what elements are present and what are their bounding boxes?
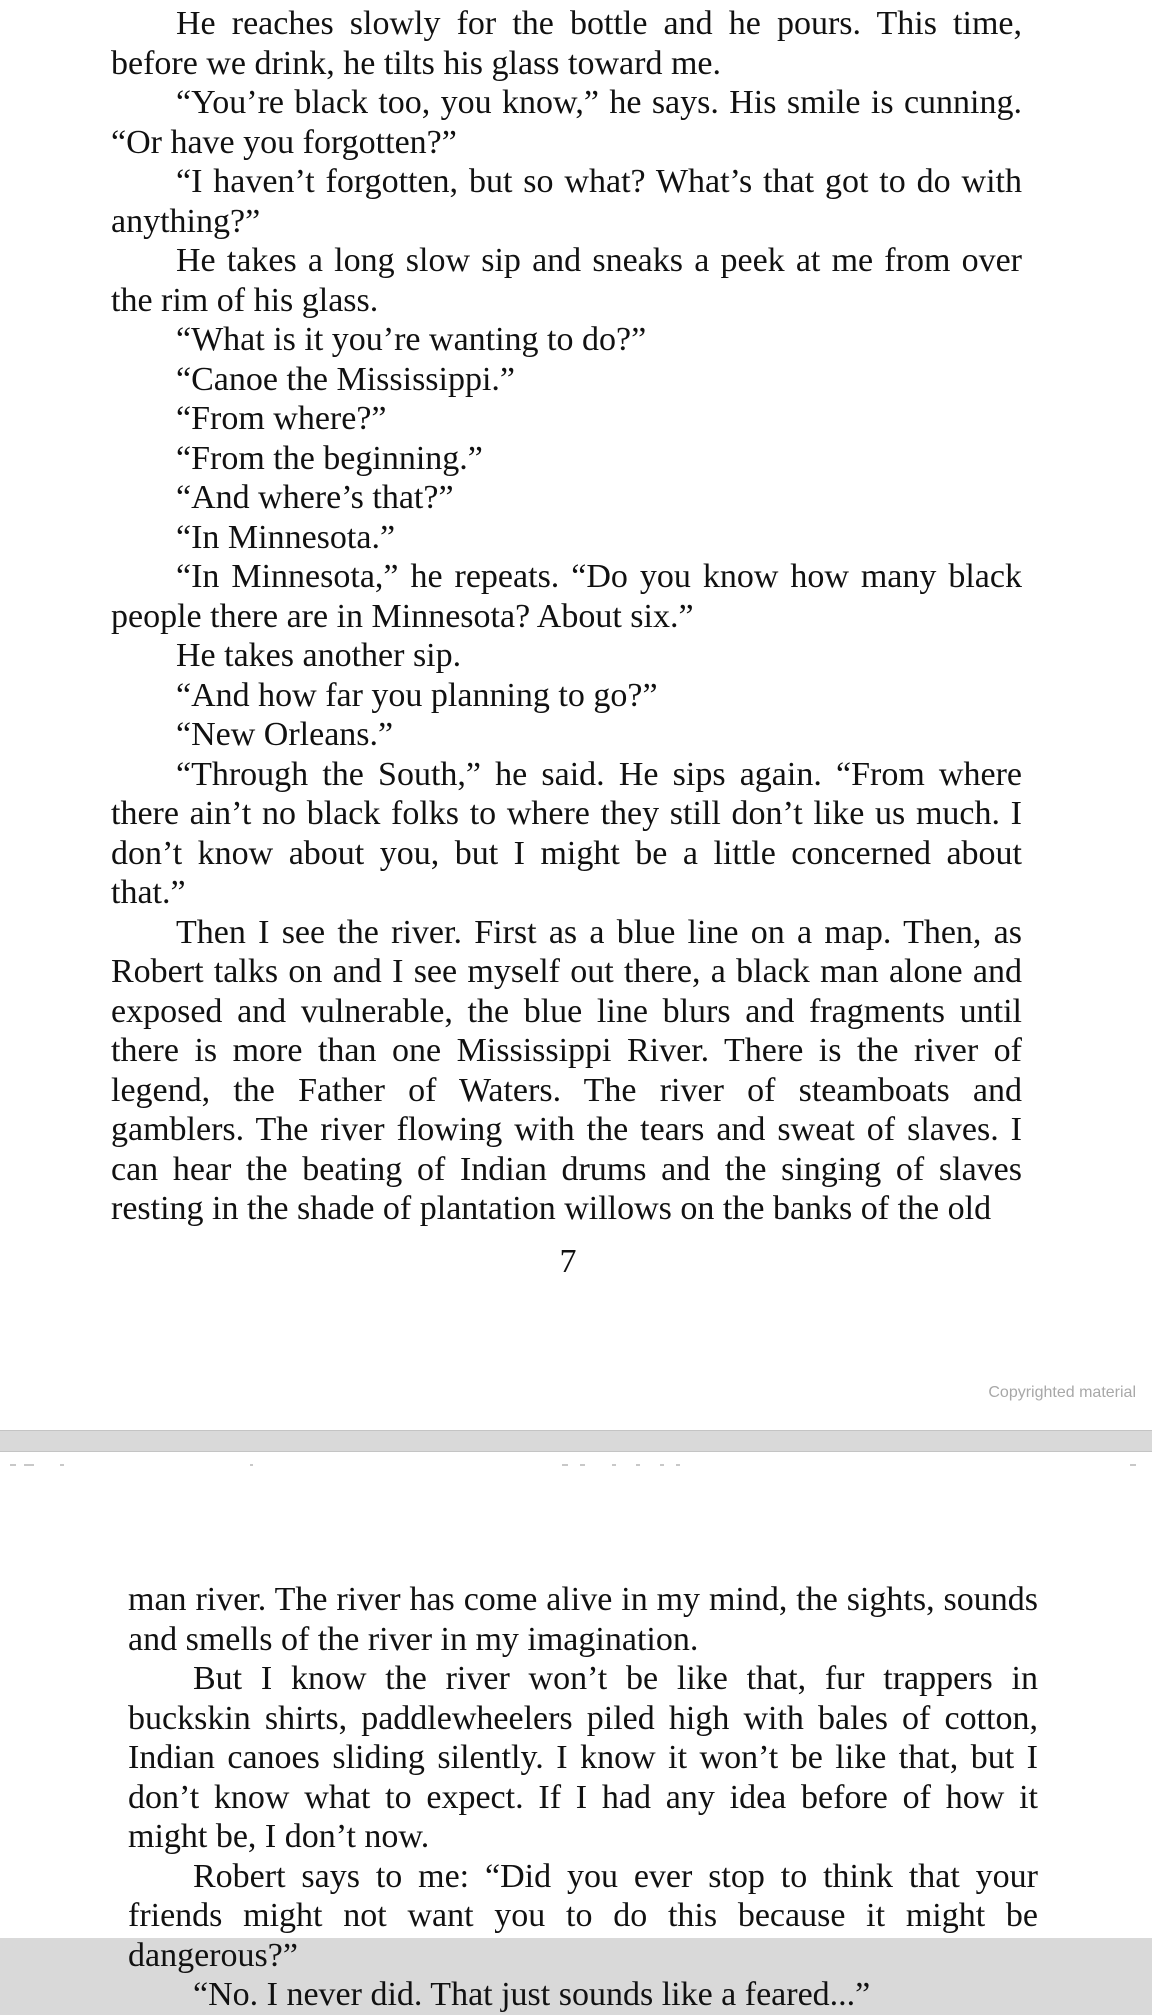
- paragraph: “No. I never did. That just sounds like a feared...”: [193, 1976, 871, 2013]
- paragraph: He reaches slowly for the bottle and he pours. This time, before we drink, he tilts his glass toward me.: [111, 5, 1022, 82]
- paragraph: “New Orleans.”: [176, 716, 394, 753]
- paragraph: “In Minnesota.”: [176, 518, 396, 556]
- paragraph: “Through the South,” he said. He sips again. “From where there ain’t no black folks to where they still don’t like us much. I don’t know about you, but I might be a little concerned about that.”: [111, 755, 1022, 911]
- paragraph: “From the beginning.”: [176, 439, 483, 477]
- paragraph: “Canoe the Mississippi.”: [176, 360, 516, 398]
- paragraph: “You’re black too, you know,” he says. His smile is cunning. “Or have you forgotten?”: [111, 84, 1022, 161]
- paragraph: man river. The river has come alive in my mind, the sights, sounds and smells of the river in my imagination.: [128, 1581, 1038, 1658]
- page-divider: [0, 1430, 1152, 1452]
- paragraph: “In Minnesota,” he repeats. “Do you know how many black people there are in Minnesota? About six.”: [111, 558, 1022, 635]
- copyright-notice: Copyrighted material: [988, 1384, 1136, 1401]
- paragraph: Robert says to me: “Did you ever stop to think that your friends might not want you to do this because it might be dangerous?”: [128, 1857, 1038, 1974]
- paragraph: “I haven’t forgotten, but so what? What’s that got to do with anything?”: [111, 163, 1022, 240]
- paragraph: He takes another sip.: [176, 637, 462, 674]
- scan-artifacts: [0, 1464, 1152, 1470]
- paragraph: Then I see the river. First as a blue line on a map. Then, as Robert talks on and I see myself out there, a black man alone and exposed and vulnerable, the blue line blurs and fragments until there is more than one Mississippi River. There is the river of legend, the Father of Waters. The river of steamboats and gamblers. The river flowing with the tears and sweat of slaves. I can hear the beating of Indian drums and the singing of slaves resting in the shade of plantation willows on the banks of the old: [111, 913, 1022, 1227]
- page-text-bottom: [128, 1580, 1038, 2015]
- paragraph: “From where?”: [176, 400, 387, 437]
- paragraph: “And how far you planning to go?”: [176, 676, 658, 714]
- page-text-top: [111, 4, 1022, 1229]
- page-number: 7: [559, 1243, 577, 1280]
- paragraph: “And where’s that?”: [176, 479, 454, 516]
- paragraph: He takes a long slow sip and sneaks a peek at me from over the rim of his glass.: [111, 242, 1022, 319]
- paragraph: But I know the river won’t be like that, fur trappers in buckskin shirts, paddlewheelers piled high with bales of cotton, Indian canoes sliding silently. I know it won’t be like that, but I don’t know what to expect. If I had any idea before of how it might be, I don’t now.: [128, 1660, 1038, 1855]
- paragraph: “What is it you’re wanting to do?”: [176, 321, 647, 358]
- book-page-bottom: [0, 1452, 1152, 2013]
